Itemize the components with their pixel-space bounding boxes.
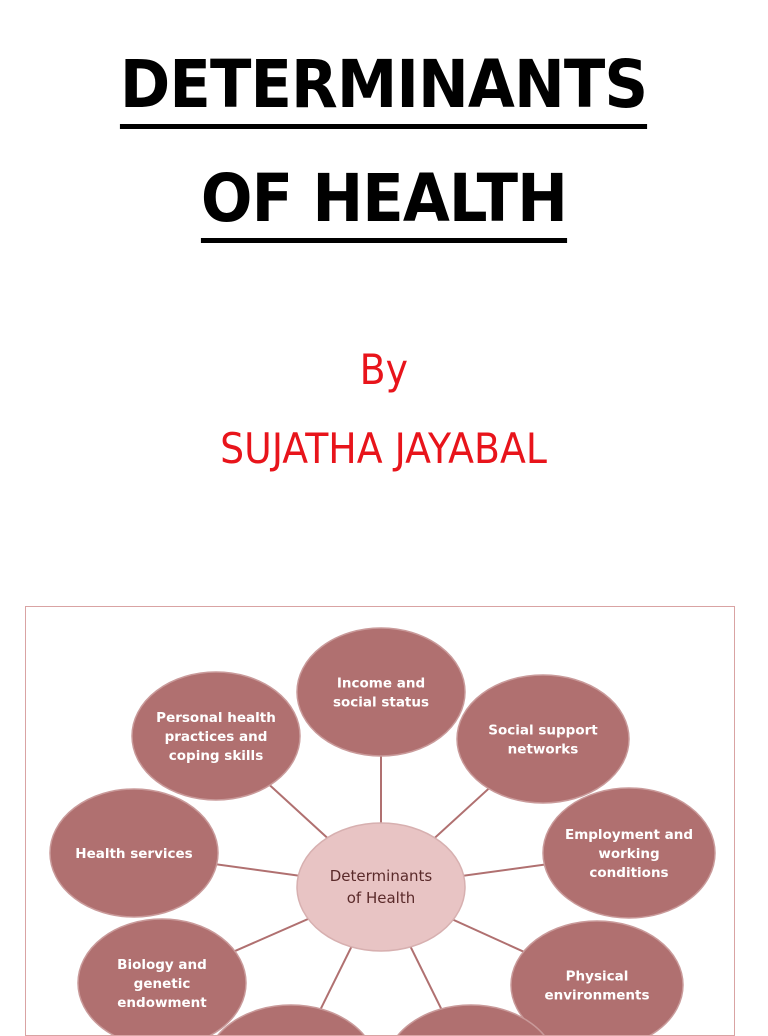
- center-node: [297, 823, 465, 951]
- node-income-line-1: Income and: [336, 675, 426, 692]
- title-text-1: DETERMINANTS: [120, 52, 647, 129]
- title-line-1: [0, 46, 768, 129]
- node-employment-line-3: conditions: [589, 865, 669, 881]
- node-biology-line-3: endowment: [117, 995, 207, 1011]
- node-biology: [78, 919, 246, 1036]
- author-name: [0, 424, 768, 473]
- node-personal-health: [132, 672, 300, 800]
- node-social-support-line-2: networks: [507, 741, 579, 758]
- node-ellipse-income: [297, 628, 465, 756]
- diagram-canvas: [26, 607, 735, 1036]
- node-ellipse-social-support: [457, 675, 629, 803]
- node-social-support-line-1: Social support: [488, 722, 598, 739]
- by-text: By: [359, 345, 409, 394]
- node-health-services: [50, 789, 218, 917]
- node-income-line-2: social status: [332, 694, 430, 711]
- author-text: SUJATHA JAYABAL: [220, 424, 548, 473]
- determinants-diagram: [25, 606, 735, 1036]
- title-text-2: OF HEALTH: [201, 166, 567, 243]
- node-physical-line-1: Physical: [565, 968, 629, 985]
- node-personal-health-line-2: practices and: [164, 729, 268, 745]
- node-biology-line-2: genetic: [133, 976, 191, 992]
- title-line-2: [0, 160, 768, 243]
- node-physical-line-2: environments: [544, 987, 650, 1004]
- node-biology-line-1: Biology and: [117, 957, 207, 973]
- center-line-2: of Health: [346, 889, 416, 907]
- node-employment-line-1: Employment and: [564, 827, 694, 843]
- node-physical: [511, 921, 683, 1036]
- node-social-support: [457, 675, 629, 803]
- node-employment: [543, 788, 715, 918]
- node-health-services-line-1: Health services: [75, 846, 193, 862]
- node-income: [297, 628, 465, 756]
- node-employment-line-2: working: [598, 846, 660, 862]
- node-personal-health-line-1: Personal health: [156, 710, 276, 726]
- by-label: [0, 345, 768, 394]
- center-line-1: Determinants: [329, 867, 433, 885]
- center-ellipse: [297, 823, 465, 951]
- node-personal-health-line-3: coping skills: [168, 748, 264, 764]
